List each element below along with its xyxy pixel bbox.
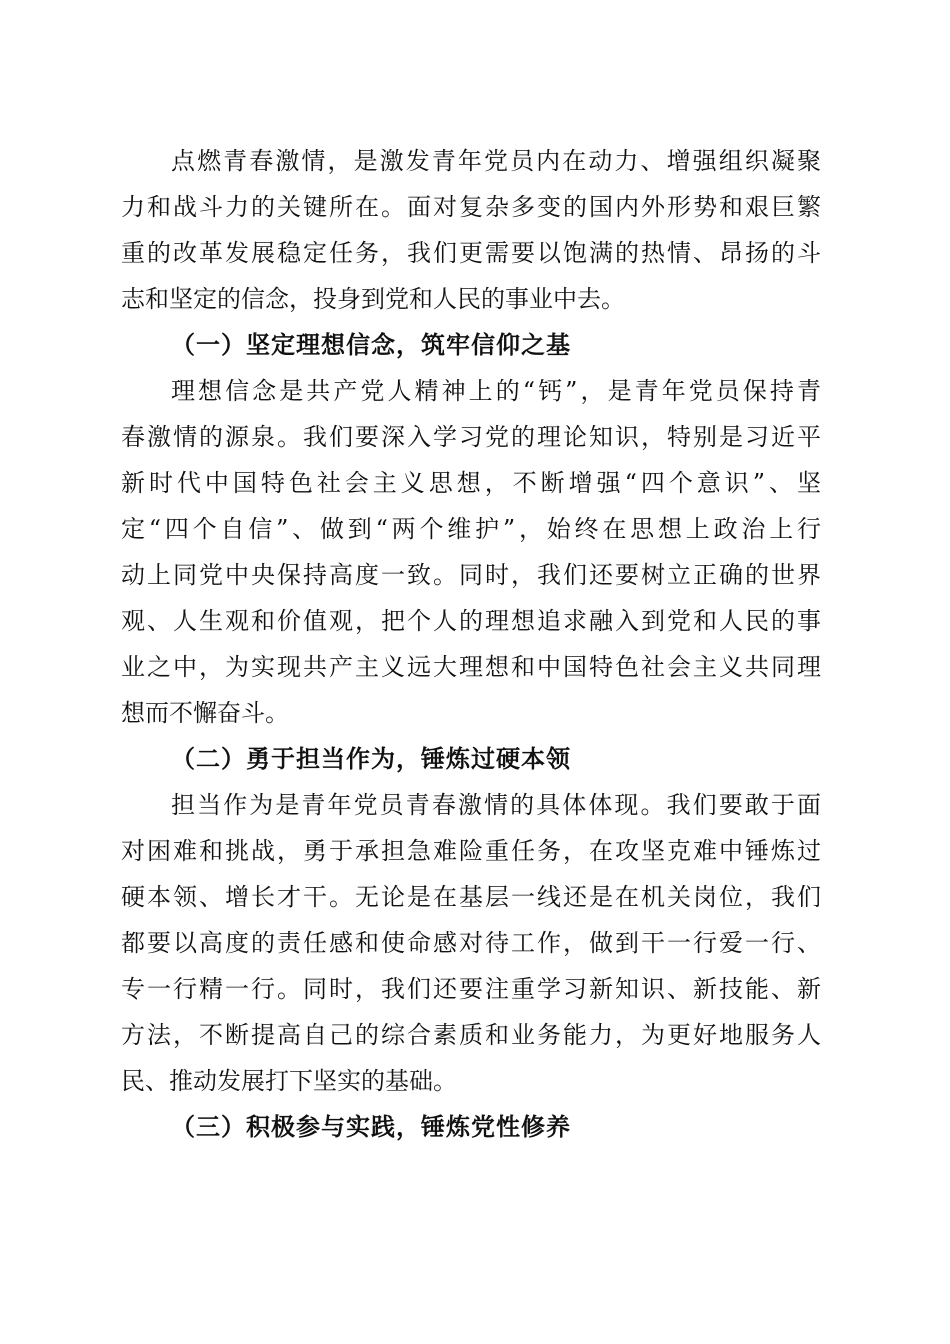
section-heading-text: （三）积极参与实践，锤炼党性修养 (171, 1112, 571, 1141)
paragraph-line (0, 276, 950, 322)
section-heading (0, 736, 950, 782)
paragraph-line (0, 598, 950, 644)
paragraph-line (0, 782, 950, 828)
paragraph-line-text: 志和坚定的信念，投身到党和人民的事业中去。 (121, 285, 625, 313)
paragraph-line (0, 230, 950, 276)
paragraph-line-text: 方法，不断提高自己的综合素质和业务能力，为更好地服务人 (121, 1021, 821, 1049)
paragraph-line (0, 184, 950, 230)
paragraph-line-text: 民、推动发展打下坚实的基础。 (121, 1067, 457, 1095)
paragraph-line-text: 重的改革发展稳定任务，我们更需要以饱满的热情、昂扬的斗 (121, 239, 821, 267)
paragraph-line (0, 368, 950, 414)
section-heading-text: （二）勇于担当作为，锤炼过硬本领 (171, 744, 571, 773)
paragraph-line-text: 点燃青春激情，是激发青年党员内在动力、增强组织凝聚 (171, 147, 821, 175)
paragraph-line (0, 414, 950, 460)
paragraph-line (0, 644, 950, 690)
section-heading (0, 322, 950, 368)
paragraph-line (0, 552, 950, 598)
paragraph-line (0, 828, 950, 874)
paragraph-line-text: 都要以高度的责任感和使命感对待工作，做到干一行爱一行、 (121, 929, 821, 957)
paragraph-line-text: 动上同党中央保持高度一致。同时，我们还要树立正确的世界 (121, 561, 821, 589)
paragraph-line (0, 920, 950, 966)
paragraph-line-text: 业之中，为实现共产主义远大理想和中国特色社会主义共同理 (121, 653, 821, 681)
paragraph-line-text: 定“四个自信”、做到“两个维护”，始终在思想上政治上行 (121, 515, 821, 543)
paragraph-line-text: 对困难和挑战，勇于承担急难险重任务，在攻坚克难中锤炼过 (121, 837, 821, 865)
paragraph-line-text: 理想信念是共产党人精神上的“钙”，是青年党员保持青 (171, 377, 821, 405)
paragraph-line-text: 专一行精一行。同时，我们还要注重学习新知识、新技能、新 (121, 975, 821, 1003)
paragraph-line-text: 观、人生观和价值观，把个人的理想追求融入到党和人民的事 (121, 607, 821, 635)
paragraph-line (0, 1012, 950, 1058)
paragraph-line-text: 力和战斗力的关键所在。面对复杂多变的国内外形势和艰巨繁 (121, 193, 821, 221)
paragraph-line-text: 春激情的源泉。我们要深入学习党的理论知识，特别是习近平 (121, 423, 821, 451)
paragraph-line (0, 138, 950, 184)
paragraph-line (0, 506, 950, 552)
paragraph-line (0, 460, 950, 506)
paragraph-line (0, 874, 950, 920)
paragraph-line-text: 新时代中国特色社会主义思想，不断增强“四个意识”、坚 (121, 469, 821, 497)
section-heading (0, 1104, 950, 1150)
paragraph-line-text: 硬本领、增长才干。无论是在基层一线还是在机关岗位，我们 (121, 883, 821, 911)
paragraph-line (0, 966, 950, 1012)
paragraph-line-text: 想而不懈奋斗。 (121, 699, 289, 727)
paragraph-line (0, 1058, 950, 1104)
paragraph-line-text: 担当作为是青年党员青春激情的具体体现。我们要敢于面 (171, 791, 821, 819)
section-heading-text: （一）坚定理想信念，筑牢信仰之基 (171, 330, 571, 359)
paragraph-line (0, 690, 950, 736)
